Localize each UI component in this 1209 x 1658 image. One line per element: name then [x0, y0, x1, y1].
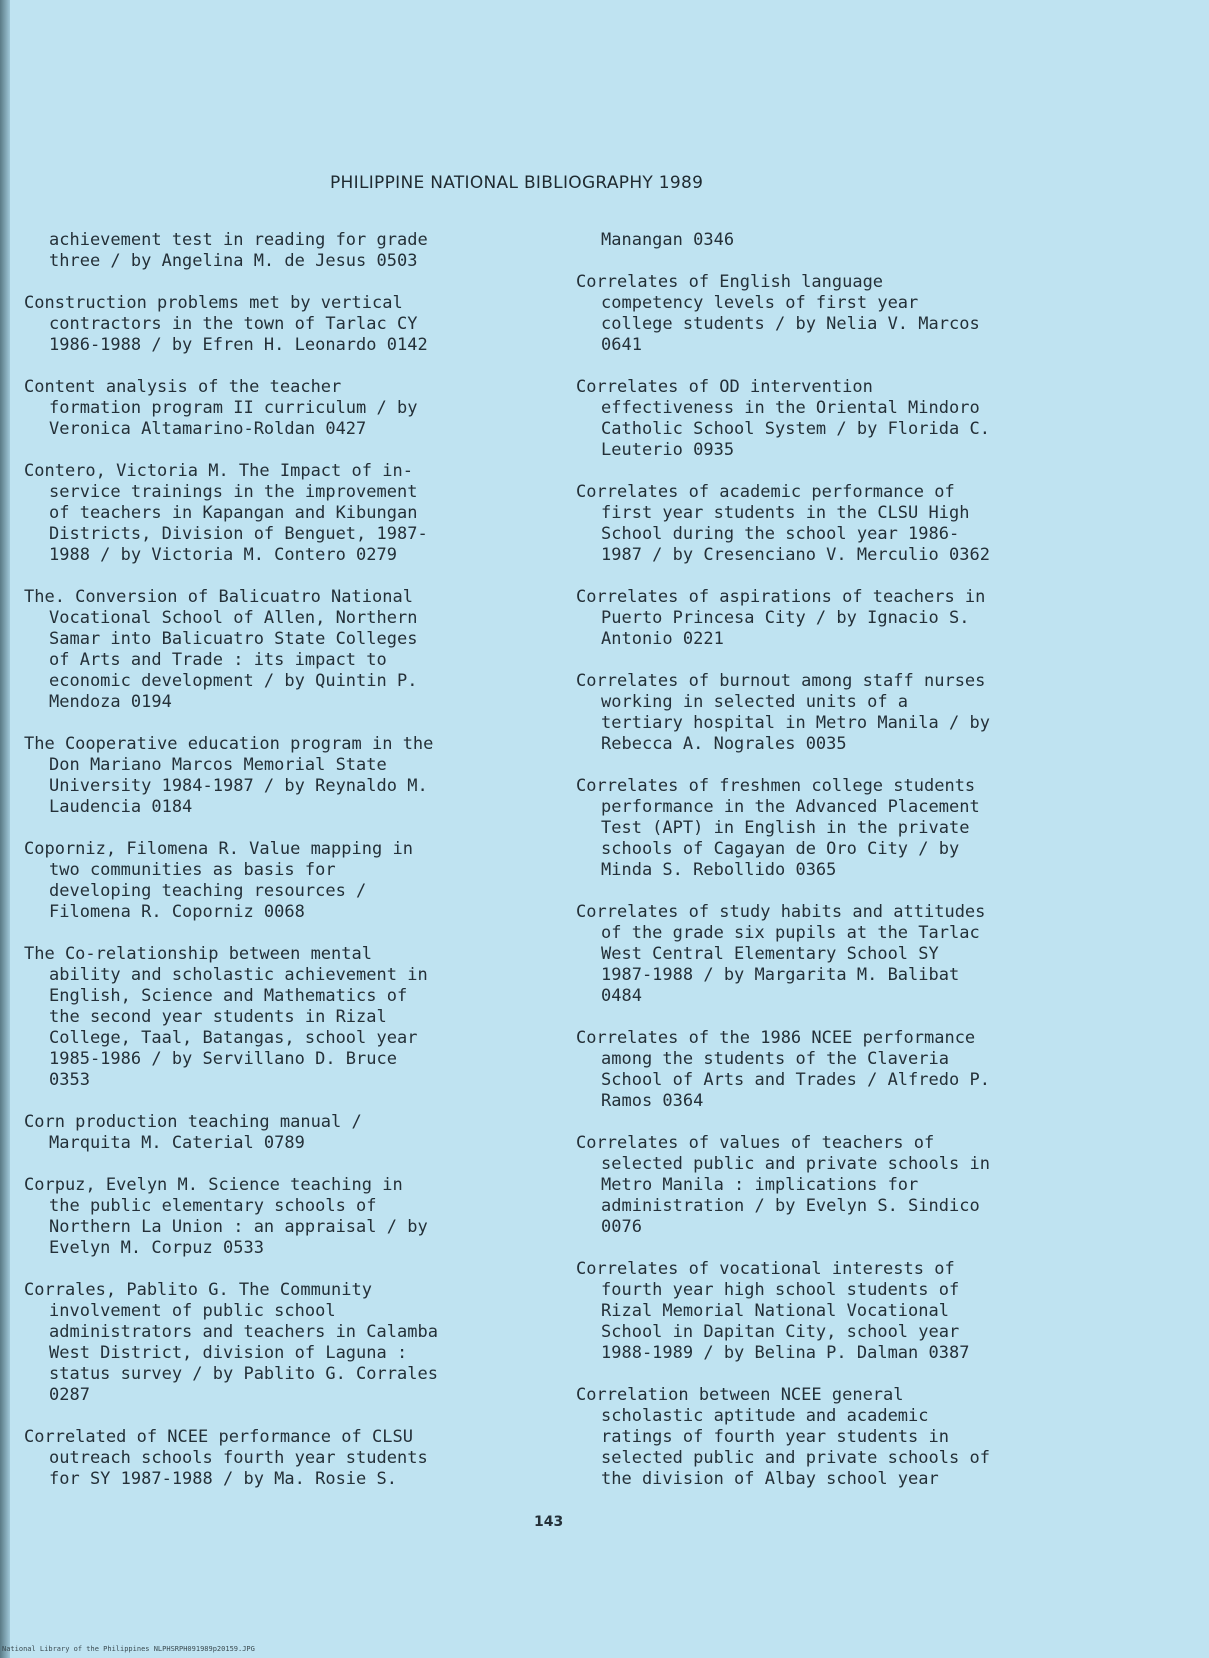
bibliography-entry: Correlated of NCEE performance of CLSU outreach schools fourth year students for SY 1987-1988 / by Ma. Rosie S. [24, 1427, 428, 1489]
page-number: 143 [534, 1514, 564, 1530]
bibliography-entry: The. Conversion of Balicuatro National Vocational School of Allen, Northern Samar into Balicuatro State Colleges of Arts and Trade : its impact to economic development / by Quintin P. Mendoza 0194 [24, 587, 418, 712]
bibliography-entry: The Co-relationship between mental ability and scholastic achievement in English, Science and Mathematics of the second year students in Rizal College, Taal, Batangas, school year 1985-1986 / by Servillano D. Bruce 0353 [24, 944, 428, 1090]
bibliography-entry: achievement test in reading for grade three / by Angelina M. de Jesus 0503 [49, 230, 428, 271]
bibliography-entry: Correlates of burnout among staff nurses working in selected units of a tertiary hospital in Metro Manila / by Rebecca A. Nograles 0035 [576, 671, 990, 754]
bibliography-entry: Content analysis of the teacher formation program II curriculum / by Veronica Altamarino-Roldan 0427 [24, 377, 418, 439]
bibliography-entry: Corrales, Pablito G. The Community involvement of public school administrators and teachers in Calamba West District, division of Laguna : status survey / by Pablito G. Corrales 0287 [24, 1280, 438, 1405]
bibliography-entry: Correlates of vocational interests of fourth year high school students of Rizal Memorial National Vocational School in Dapitan City, school year 1988-1989 / by Belina P. Dalman 0387 [576, 1259, 970, 1363]
bibliography-entry: The Cooperative education program in the Don Mariano Marcos Memorial State University 1984-1987 / by Reynaldo M. Laudencia 0184 [24, 734, 434, 817]
left-column [24, 230, 534, 1511]
bibliography-entry: Construction problems met by vertical contractors in the town of Tarlac CY 1986-1988 / by Efren H. Leonardo 0142 [24, 293, 428, 355]
bibliography-entry: Correlates of freshmen college students performance in the Advanced Placement Test (APT) in English in the private schools of Cagayan de Oro City / by Minda S. Rebollido 0365 [576, 776, 980, 880]
bibliography-entry: Coporniz, Filomena R. Value mapping in two communities as basis for developing teaching resources / Filomena R. Coporniz 0068 [24, 839, 413, 922]
bibliography-entry: Corpuz, Evelyn M. Science teaching in the public elementary schools of Northern La Union : an appraisal / by Evelyn M. Corpuz 0533 [24, 1175, 428, 1258]
bibliography-entry: Manangan 0346 [601, 230, 735, 250]
bibliography-entry: Contero, Victoria M. The Impact of in- service trainings in the improvement of teachers in Kapangan and Kibungan Districts, Division of Benguet, 1987- 1988 / by Victoria M. Contero 0279 [24, 461, 428, 565]
bibliography-entry: Correlation between NCEE general scholastic aptitude and academic ratings of fourth year students in selected public and private schools of the division of Albay school year [576, 1385, 990, 1489]
bibliography-entry: Corn production teaching manual / Marquita M. Caterial 0789 [24, 1112, 362, 1153]
bibliography-entry: Correlates of the 1986 NCEE performance among the students of the Claveria School of Arts and Trades / Alfredo P. Ramos 0364 [576, 1028, 990, 1111]
bibliography-entry: Correlates of OD intervention effectiveness in the Oriental Mindoro Catholic School System / by Florida C. Leuterio 0935 [576, 377, 990, 460]
bibliography-entry: Correlates of English language competency levels of first year college students / by Nelia V. Marcos 0641 [576, 272, 980, 355]
scan-footer-caption: National Library of the Philippines NLPHSRPH091989p20159.JPG [2, 1645, 255, 1653]
bibliography-entry: Correlates of study habits and attitudes of the grade six pupils at the Tarlac West Central Elementary School SY 1987-1988 / by Margarita M. Balibat 0484 [576, 902, 986, 1006]
page-header-title: PHILIPPINE NATIONAL BIBLIOGRAPHY 1989 [330, 173, 704, 193]
bibliography-entry: Correlates of values of teachers of selected public and private schools in Metro Manila : implications for administration / by Evelyn S. Sindico 0076 [576, 1133, 990, 1237]
page-spine-shadow [0, 0, 10, 1658]
bibliography-entry: Correlates of aspirations of teachers in Puerto Princesa City / by Ignacio S. Antonio 0221 [576, 587, 986, 649]
right-column [576, 230, 1096, 1511]
bibliography-entry: Correlates of academic performance of first year students in the CLSU High School during the school year 1986- 1987 / by Cresenciano V. Merculio 0362 [576, 482, 990, 565]
